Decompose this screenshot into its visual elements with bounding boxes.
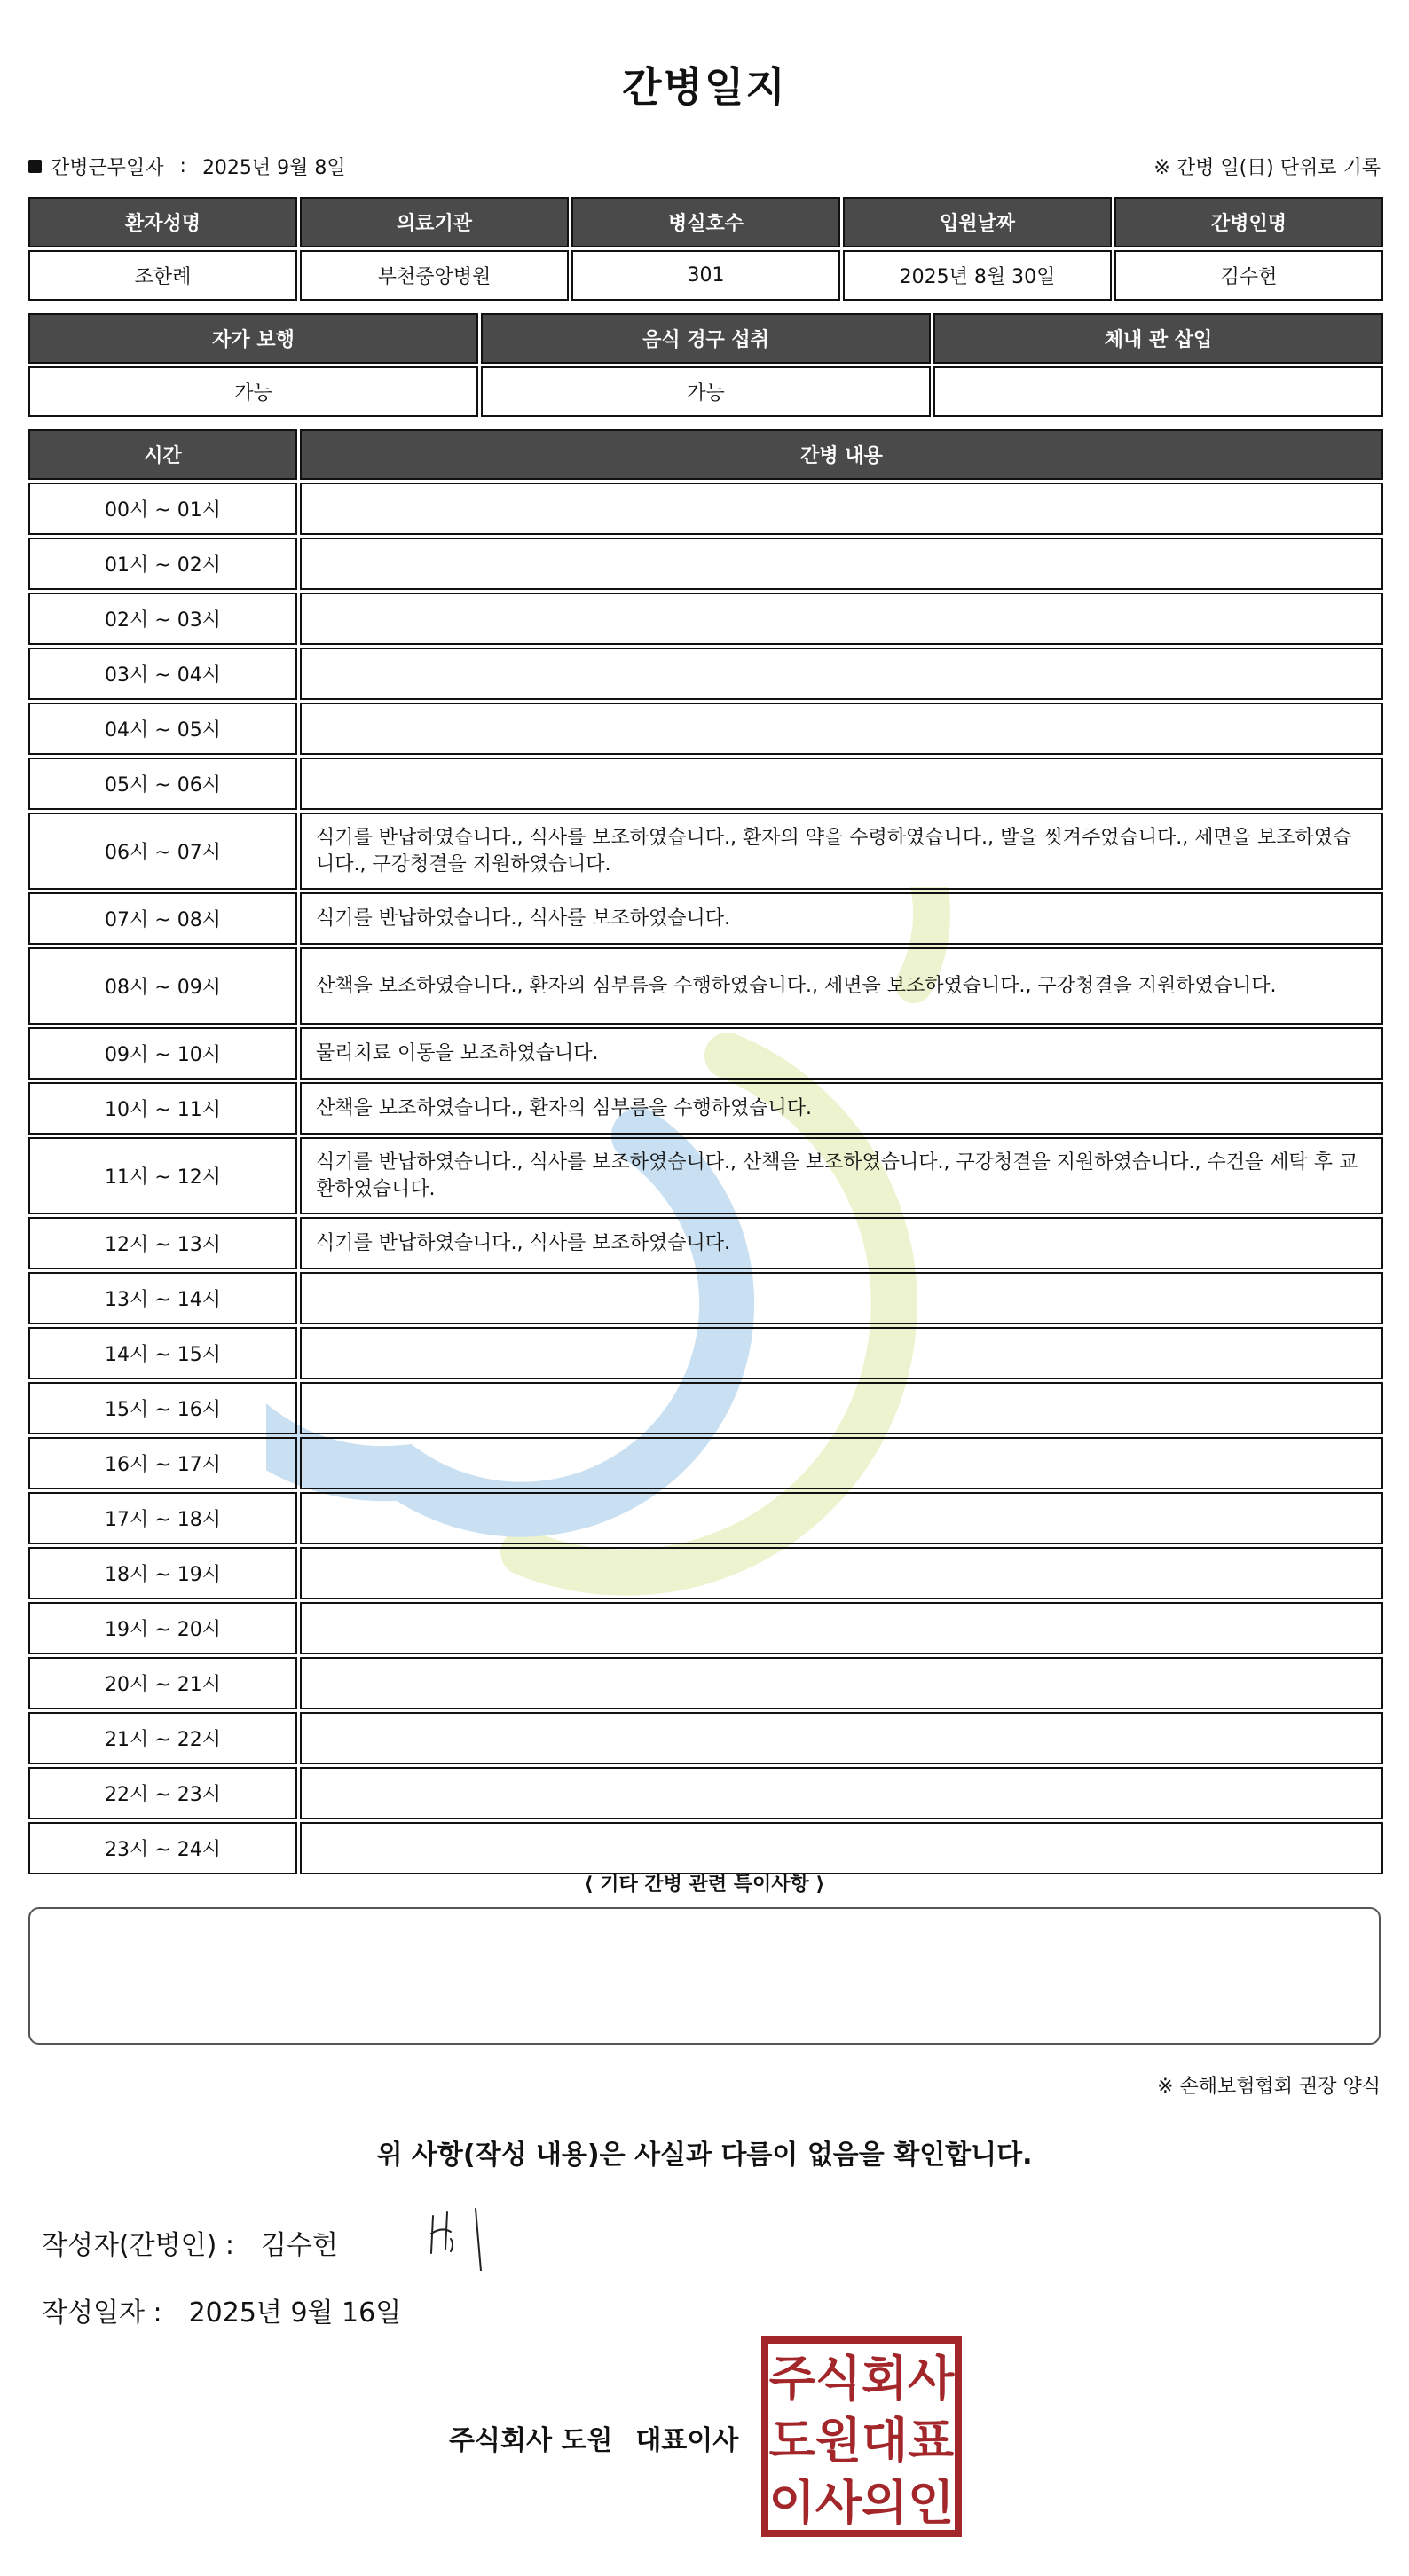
patient-name: 조한례 (28, 250, 297, 301)
table-row (28, 1217, 1383, 1269)
care-content (300, 648, 1383, 700)
table-row (28, 1767, 1383, 1819)
time-slot: 23시 ~ 24시 (28, 1822, 297, 1874)
time-slot: 00시 ~ 01시 (28, 483, 297, 535)
header-room-number: 병실호수 (571, 197, 840, 247)
signature (424, 2200, 495, 2271)
confirm-statement: 위 사항(작성 내용)은 사실과 다름이 없음을 확인합니다. (376, 2140, 1033, 2171)
work-date-line (28, 153, 346, 180)
bullet-square-icon (28, 160, 42, 173)
patient-info-table (26, 194, 1386, 303)
table-row (28, 1137, 1383, 1214)
care-content (300, 703, 1383, 755)
header-self-walking: 자가 보행 (28, 313, 478, 364)
care-content (300, 758, 1383, 810)
table-row (28, 703, 1383, 755)
room-number: 301 (571, 250, 840, 301)
notes-box (28, 1907, 1381, 2045)
time-slot: 02시 ~ 03시 (28, 593, 297, 645)
company-seal (761, 2336, 962, 2537)
care-content: 식기를 반납하였습니다., 식사를 보조하였습니다. (300, 1217, 1383, 1269)
patient-status-table (26, 310, 1386, 420)
caregiver-name: 김수헌 (1114, 250, 1383, 301)
seal-line-3: 이사의인 (768, 2475, 955, 2531)
page-title: 간병일지 (622, 63, 787, 111)
time-slot: 10시 ~ 11시 (28, 1082, 297, 1135)
time-slot: 06시 ~ 07시 (28, 813, 297, 890)
header-tube-insertion: 체내 관 삽입 (933, 313, 1383, 364)
care-content (300, 593, 1383, 645)
time-slot: 01시 ~ 02시 (28, 538, 297, 590)
time-slot: 15시 ~ 16시 (28, 1382, 297, 1434)
table-row (28, 648, 1383, 700)
care-content (300, 483, 1383, 535)
care-content (300, 1327, 1383, 1379)
header-admission-date: 입원날짜 (843, 197, 1112, 247)
header-time: 시간 (28, 429, 297, 480)
table-row (28, 1382, 1383, 1434)
care-content (300, 1602, 1383, 1654)
company-name: 주식회사 도원 (449, 2425, 613, 2456)
company-line (449, 2418, 738, 2457)
time-slot: 05시 ~ 06시 (28, 758, 297, 810)
admission-date: 2025년 8월 30일 (843, 250, 1112, 301)
table-row (28, 1272, 1383, 1324)
oral-intake-value: 가능 (481, 366, 931, 417)
seal-line-2: 도원대표 (768, 2413, 955, 2469)
ceo-label: 대표이사 (635, 2425, 739, 2456)
writer-name: 김수헌 (260, 2230, 338, 2261)
recommend-note: ※ 손해보험협회 권장 양식 (1157, 2076, 1381, 2098)
care-log-table (26, 427, 1386, 1877)
work-date-label: 간병근무일자 (51, 157, 164, 179)
time-slot: 16시 ~ 17시 (28, 1437, 297, 1489)
time-slot: 04시 ~ 05시 (28, 703, 297, 755)
time-slot: 12시 ~ 13시 (28, 1217, 297, 1269)
time-slot: 20시 ~ 21시 (28, 1657, 297, 1709)
care-content: 산책을 보조하였습니다., 환자의 심부름을 수행하였습니다. (300, 1082, 1383, 1135)
time-slot: 18시 ~ 19시 (28, 1547, 297, 1599)
self-walking-value: 가능 (28, 366, 478, 417)
care-content (300, 1822, 1383, 1874)
care-content (300, 1437, 1383, 1489)
care-content (300, 1657, 1383, 1709)
care-content (300, 1272, 1383, 1324)
table-row (28, 1082, 1383, 1135)
unit-note: ※ 간병 일(日) 단위로 기록 (1153, 157, 1381, 179)
time-slot: 21시 ~ 22시 (28, 1712, 297, 1764)
time-slot: 08시 ~ 09시 (28, 947, 297, 1025)
care-content (300, 1767, 1383, 1819)
table-row (28, 483, 1383, 535)
table-row (28, 1437, 1383, 1489)
work-date-value: 2025년 9월 8일 (201, 157, 346, 179)
care-content (300, 1547, 1383, 1599)
time-slot: 19시 ~ 20시 (28, 1602, 297, 1654)
care-content (300, 538, 1383, 590)
time-slot: 17시 ~ 18시 (28, 1492, 297, 1544)
table-row (28, 1492, 1383, 1544)
table-row (28, 593, 1383, 645)
writer-line (42, 2223, 338, 2262)
time-slot: 11시 ~ 12시 (28, 1137, 297, 1214)
table-row (28, 892, 1383, 945)
table-row (28, 1712, 1383, 1764)
table-row (28, 1327, 1383, 1379)
time-slot: 07시 ~ 08시 (28, 892, 297, 945)
work-date-colon: : (179, 155, 186, 177)
header-patient-name: 환자성명 (28, 197, 297, 247)
care-content: 물리치료 이동을 보조하였습니다. (300, 1027, 1383, 1080)
hospital-name: 부천중앙병원 (300, 250, 569, 301)
time-slot: 03시 ~ 04시 (28, 648, 297, 700)
table-row (28, 1822, 1383, 1874)
write-date-line (42, 2290, 401, 2329)
header-oral-intake: 음식 경구 섭취 (481, 313, 931, 364)
header-hospital: 의료기관 (300, 197, 569, 247)
care-content: 산책을 보조하였습니다., 환자의 심부름을 수행하였습니다., 세면을 보조하였습니다., 구강청결을 지원하였습니다. (300, 947, 1383, 1025)
time-slot: 13시 ~ 14시 (28, 1272, 297, 1324)
care-content (300, 1382, 1383, 1434)
time-slot: 14시 ~ 15시 (28, 1327, 297, 1379)
seal-line-1: 주식회사 (768, 2351, 955, 2407)
table-row (28, 1027, 1383, 1080)
care-content (300, 1492, 1383, 1544)
table-row (28, 538, 1383, 590)
care-content: 식기를 반납하였습니다., 식사를 보조하였습니다., 산책을 보조하였습니다., 구강청결을 지원하였습니다., 수건을 세탁 후 교환하였습니다. (300, 1137, 1383, 1214)
care-content: 식기를 반납하였습니다., 식사를 보조하였습니다., 환자의 약을 수령하였습니다., 발을 씻겨주었습니다., 세면을 보조하였습니다., 구강청결을 지원하였습니다. (300, 813, 1383, 890)
notes-title: ⟨ 기타 간병 관련 특이사항 ⟩ (584, 1873, 825, 1896)
table-row (28, 758, 1383, 810)
table-row (28, 1547, 1383, 1599)
write-date-label: 작성일자 : (42, 2297, 162, 2329)
table-row (28, 947, 1383, 1025)
table-row (28, 1602, 1383, 1654)
care-content (300, 1712, 1383, 1764)
time-slot: 22시 ~ 23시 (28, 1767, 297, 1819)
header-care-content: 간병 내용 (300, 429, 1383, 480)
header-caregiver-name: 간병인명 (1114, 197, 1383, 247)
writer-label: 작성자(간병인) : (42, 2230, 234, 2261)
time-slot: 09시 ~ 10시 (28, 1027, 297, 1080)
table-row (28, 813, 1383, 890)
table-row (28, 1657, 1383, 1709)
care-content: 식기를 반납하였습니다., 식사를 보조하였습니다. (300, 892, 1383, 945)
tube-insertion-value (933, 366, 1383, 417)
write-date-value: 2025년 9월 16일 (188, 2297, 402, 2329)
